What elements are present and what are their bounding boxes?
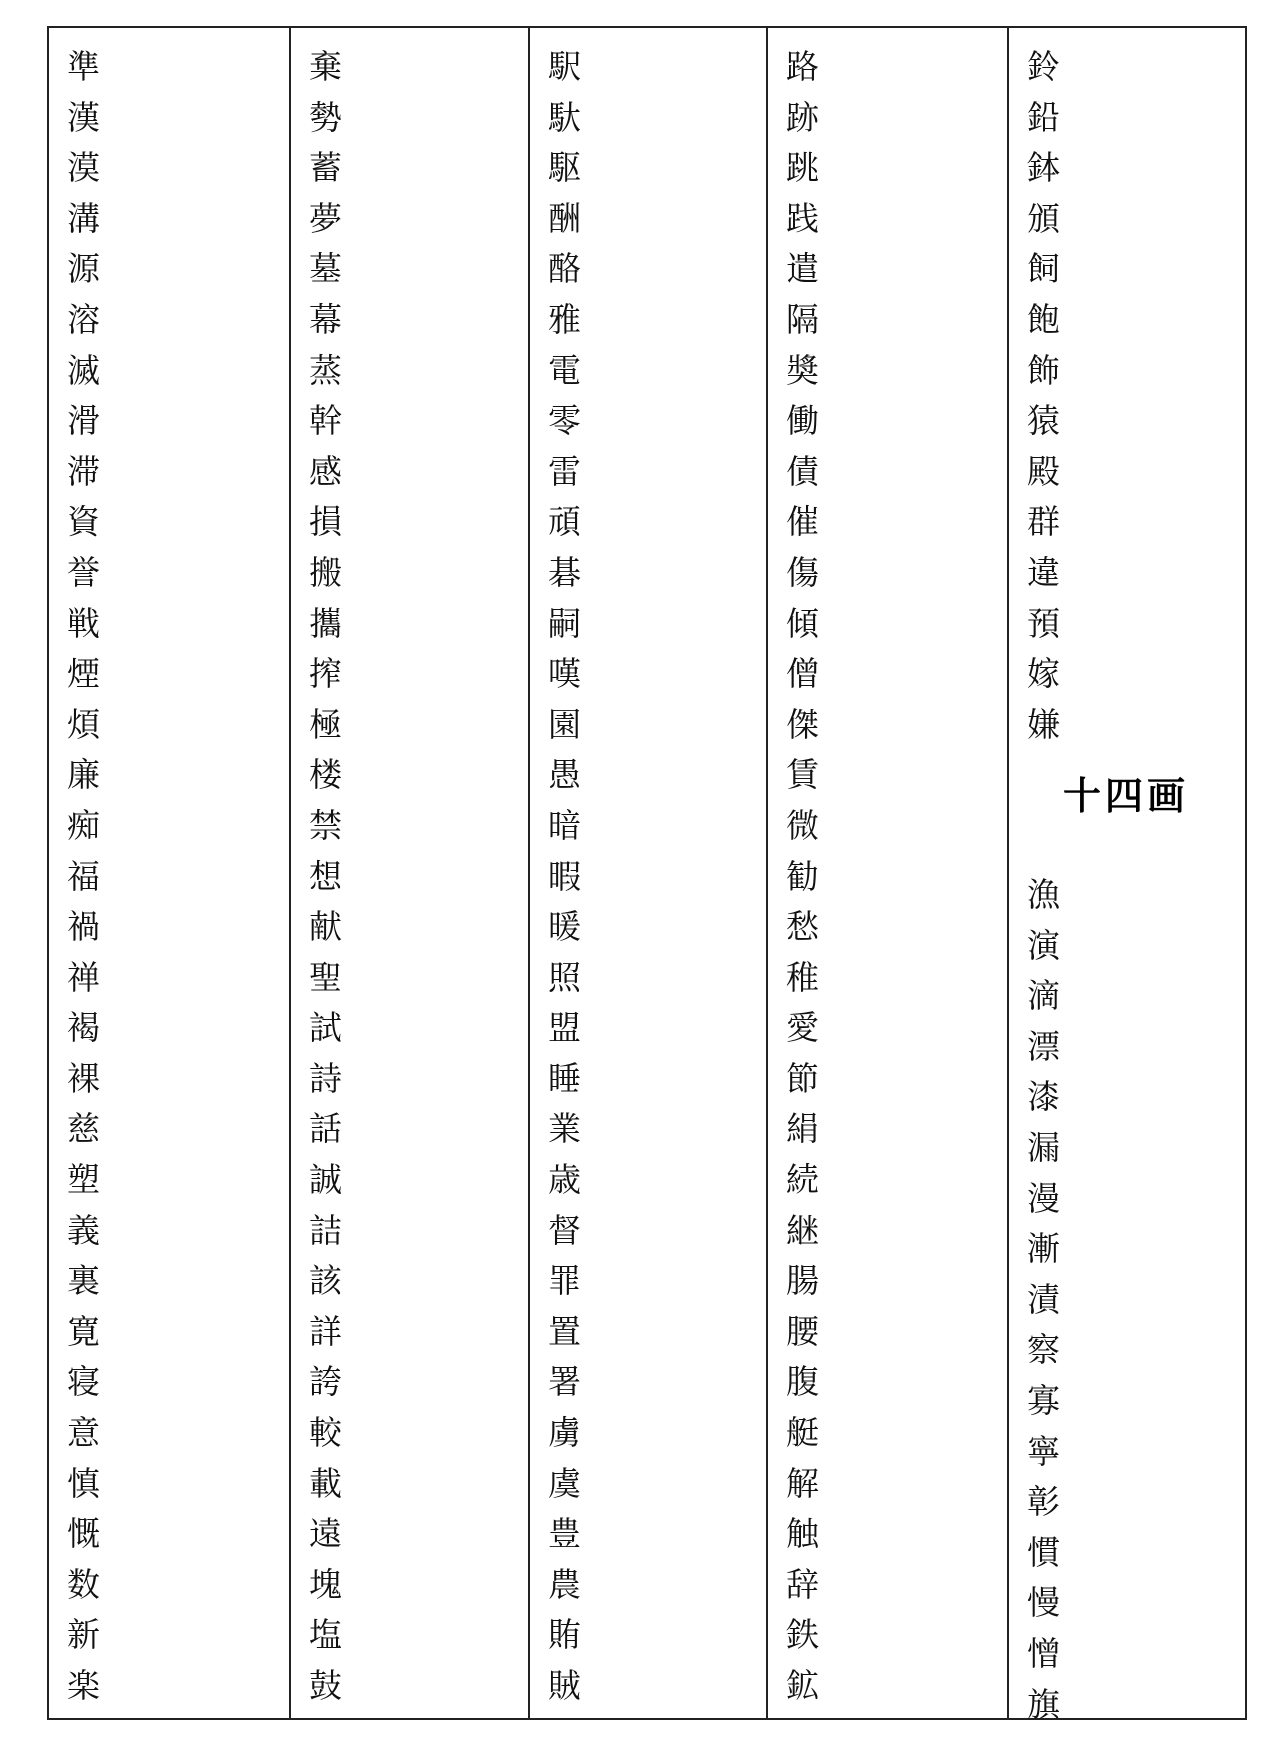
- kanji-entry: 寝: [67, 1362, 100, 1402]
- kanji-entry: 準: [67, 47, 100, 86]
- kanji-entry: 碁: [548, 552, 581, 592]
- kanji-entry: 腹: [786, 1362, 819, 1402]
- kanji-entry: 勧: [786, 856, 819, 896]
- kanji-entry: 節: [786, 1058, 819, 1098]
- kanji-entry: 雷: [548, 451, 581, 491]
- kanji-entry: 雅: [548, 299, 581, 339]
- kanji-entry: 嫁: [1027, 654, 1060, 694]
- kanji-entry: 較: [309, 1413, 342, 1453]
- kanji-entry: 詰: [309, 1210, 342, 1250]
- kanji-entry: 傾: [786, 603, 819, 643]
- kanji-entry: 嫌: [1027, 704, 1060, 744]
- kanji-entry: 滴: [1027, 976, 1060, 1016]
- kanji-entry: 罪: [548, 1261, 581, 1301]
- kanji-entry: 署: [548, 1362, 581, 1402]
- kanji-entry: 察: [1027, 1330, 1060, 1370]
- kanji-entry: 慢: [1027, 1583, 1060, 1623]
- kanji-entry: 路: [786, 47, 819, 86]
- kanji-entry: 詩: [309, 1058, 342, 1098]
- kanji-entry: 幕: [309, 299, 342, 339]
- kanji-entry: 猿: [1027, 401, 1060, 441]
- kanji-entry: 寡: [1027, 1380, 1060, 1420]
- kanji-entry: 塊: [309, 1564, 342, 1604]
- kanji-entry: 資: [67, 502, 100, 542]
- kanji-entry: 源: [67, 249, 100, 289]
- kanji-entry: 攜: [309, 603, 342, 643]
- kanji-entry: 漸: [1027, 1229, 1060, 1269]
- kanji-entry: 愚: [548, 755, 581, 795]
- kanji-entry: 農: [548, 1564, 581, 1604]
- kanji-entry: 慣: [1027, 1532, 1060, 1572]
- kanji-entry: 違: [1027, 552, 1060, 592]
- kanji-entry: 稚: [786, 957, 819, 997]
- kanji-entry: 聖: [309, 957, 342, 997]
- kanji-entry: 睡: [548, 1058, 581, 1098]
- kanji-entry: 勢: [309, 97, 342, 137]
- kanji-entry: 零: [548, 401, 581, 441]
- kanji-entry: 感: [309, 451, 342, 491]
- kanji-entry: 廉: [67, 755, 100, 795]
- kanji-entry: 誇: [309, 1362, 342, 1402]
- kanji-entry: 寧: [1027, 1431, 1060, 1471]
- kanji-entry: 継: [786, 1210, 819, 1250]
- kanji-entry: 漂: [1027, 1026, 1060, 1066]
- kanji-entry: 駆: [548, 148, 581, 188]
- kanji-entry: 漏: [1027, 1127, 1060, 1167]
- kanji-entry: 鉱: [786, 1666, 819, 1705]
- character-list: [1027, 42, 1060, 750]
- kanji-entry: 新: [67, 1615, 100, 1655]
- kanji-entry: 憎: [1027, 1633, 1060, 1673]
- kanji-entry: 催: [786, 502, 819, 542]
- kanji-entry: 駅: [548, 47, 581, 86]
- kanji-entry: 禍: [67, 907, 100, 947]
- kanji-entry: 搬: [309, 552, 342, 592]
- kanji-entry: 詳: [309, 1311, 342, 1351]
- kanji-entry: 搾: [309, 654, 342, 694]
- kanji-entry: 酪: [548, 249, 581, 289]
- character-list: [1027, 870, 1060, 1730]
- kanji-entry: 裏: [67, 1261, 100, 1301]
- kanji-entry: 傑: [786, 704, 819, 744]
- kanji-entry: 跳: [786, 148, 819, 188]
- kanji-entry: 飾: [1027, 350, 1060, 390]
- kanji-entry: 滞: [67, 451, 100, 491]
- kanji-entry: 虜: [548, 1413, 581, 1453]
- kanji-entry: 該: [309, 1261, 342, 1301]
- kanji-entry: 塩: [309, 1615, 342, 1655]
- kanji-entry: 園: [548, 704, 581, 744]
- kanji-entry: 隔: [786, 299, 819, 339]
- kanji-entry: 群: [1027, 502, 1060, 542]
- kanji-entry: 絹: [786, 1109, 819, 1149]
- kanji-entry: 鉢: [1027, 148, 1060, 188]
- kanji-entry: 跡: [786, 97, 819, 137]
- kanji-entry: 飽: [1027, 299, 1060, 339]
- kanji-entry: 楽: [67, 1666, 100, 1705]
- kanji-entry: 置: [548, 1311, 581, 1351]
- kanji-entry: 賃: [786, 755, 819, 795]
- kanji-entry: 遣: [786, 249, 819, 289]
- kanji-entry: 痴: [67, 805, 100, 845]
- kanji-entry: 督: [548, 1210, 581, 1250]
- kanji-entry: 損: [309, 502, 342, 542]
- kanji-entry: 極: [309, 704, 342, 744]
- column-3: [530, 28, 768, 1718]
- kanji-entry: 馱: [548, 97, 581, 137]
- kanji-entry: 旗: [1027, 1684, 1060, 1724]
- kanji-entry: 頒: [1027, 198, 1060, 238]
- kanji-entry: 義: [67, 1210, 100, 1250]
- kanji-entry: 辞: [786, 1564, 819, 1604]
- kanji-entry: 漫: [1027, 1178, 1060, 1218]
- column-4: [768, 28, 1009, 1718]
- kanji-entry: 傷: [786, 552, 819, 592]
- kanji-entry: 働: [786, 401, 819, 441]
- kanji-entry: 想: [309, 856, 342, 896]
- kanji-entry: 虞: [548, 1463, 581, 1503]
- kanji-entry: 頑: [548, 502, 581, 542]
- kanji-entry: 歳: [548, 1160, 581, 1200]
- kanji-entry: 慈: [67, 1109, 100, 1149]
- kanji-entry: 滑: [67, 401, 100, 441]
- kanji-entry: 数: [67, 1564, 100, 1604]
- kanji-entry: 賄: [548, 1615, 581, 1655]
- kanji-entry: 腸: [786, 1261, 819, 1301]
- kanji-entry: 豊: [548, 1514, 581, 1554]
- kanji-entry: 誉: [67, 552, 100, 592]
- kanji-entry: 福: [67, 856, 100, 896]
- kanji-entry: 鉛: [1027, 97, 1060, 137]
- kanji-entry: 続: [786, 1160, 819, 1200]
- kanji-entry: 漠: [67, 148, 100, 188]
- kanji-entry: 裸: [67, 1058, 100, 1098]
- kanji-entry: 禅: [67, 957, 100, 997]
- kanji-entry: 暇: [548, 856, 581, 896]
- kanji-entry: 献: [309, 907, 342, 947]
- kanji-entry: 塑: [67, 1160, 100, 1200]
- stroke-count-heading: 十四画: [1063, 774, 1190, 818]
- kanji-entry: 鼓: [309, 1666, 342, 1705]
- kanji-entry: 試: [309, 1008, 342, 1048]
- kanji-entry: 漁: [1027, 875, 1060, 914]
- kanji-entry: 照: [548, 957, 581, 997]
- column-5: [1009, 28, 1245, 1724]
- column-1: [49, 28, 291, 1718]
- character-list: [309, 42, 342, 1712]
- kanji-entry: 寛: [67, 1311, 100, 1351]
- kanji-entry: 奬: [786, 350, 819, 390]
- kanji-entry: 棄: [309, 47, 342, 86]
- column-2: [291, 28, 530, 1718]
- kanji-entry: 滅: [67, 350, 100, 390]
- kanji-entry: 践: [786, 198, 819, 238]
- kanji-entry: 溝: [67, 198, 100, 238]
- kanji-entry: 楼: [309, 755, 342, 795]
- kanji-entry: 演: [1027, 925, 1060, 965]
- character-list: [67, 42, 100, 1712]
- kanji-entry: 蓄: [309, 148, 342, 188]
- kanji-entry: 愁: [786, 907, 819, 947]
- kanji-entry: 夢: [309, 198, 342, 238]
- kanji-entry: 漢: [67, 97, 100, 137]
- kanji-entry: 微: [786, 805, 819, 845]
- kanji-entry: 盟: [548, 1008, 581, 1048]
- kanji-entry: 嗣: [548, 603, 581, 643]
- kanji-entry: 慎: [67, 1463, 100, 1503]
- kanji-entry: 煙: [67, 654, 100, 694]
- kanji-entry: 腰: [786, 1311, 819, 1351]
- character-list: [786, 42, 819, 1712]
- kanji-entry: 愛: [786, 1008, 819, 1048]
- kanji-entry: 殿: [1027, 451, 1060, 491]
- kanji-entry: 漆: [1027, 1077, 1060, 1117]
- kanji-entry: 漬: [1027, 1279, 1060, 1319]
- kanji-entry: 僧: [786, 654, 819, 694]
- kanji-entry: 禁: [309, 805, 342, 845]
- kanji-entry: 蒸: [309, 350, 342, 390]
- kanji-entry: 褐: [67, 1008, 100, 1048]
- kanji-entry: 幹: [309, 401, 342, 441]
- character-table: [47, 26, 1247, 1724]
- kanji-entry: 債: [786, 451, 819, 491]
- kanji-entry: 慨: [67, 1514, 100, 1554]
- character-list: [548, 42, 581, 1712]
- kanji-entry: 彰: [1027, 1482, 1060, 1522]
- kanji-entry: 鉄: [786, 1615, 819, 1655]
- kanji-entry: 電: [548, 350, 581, 390]
- kanji-entry: 戦: [67, 603, 100, 643]
- kanji-entry: 溶: [67, 299, 100, 339]
- kanji-entry: 暖: [548, 907, 581, 947]
- kanji-entry: 賊: [548, 1666, 581, 1705]
- kanji-entry: 載: [309, 1463, 342, 1503]
- kanji-entry: 業: [548, 1109, 581, 1149]
- kanji-entry: 嘆: [548, 654, 581, 694]
- kanji-entry: 解: [786, 1463, 819, 1503]
- kanji-entry: 暗: [548, 805, 581, 845]
- kanji-entry: 預: [1027, 603, 1060, 643]
- kanji-entry: 触: [786, 1514, 819, 1554]
- kanji-entry: 飼: [1027, 249, 1060, 289]
- kanji-entry: 墓: [309, 249, 342, 289]
- kanji-entry: 酬: [548, 198, 581, 238]
- kanji-entry: 誠: [309, 1160, 342, 1200]
- kanji-entry: 意: [67, 1413, 100, 1453]
- kanji-entry: 遠: [309, 1514, 342, 1554]
- kanji-entry: 話: [309, 1109, 342, 1149]
- kanji-entry: 煩: [67, 704, 100, 744]
- kanji-entry: 艇: [786, 1413, 819, 1453]
- kanji-entry: 鈴: [1027, 47, 1060, 86]
